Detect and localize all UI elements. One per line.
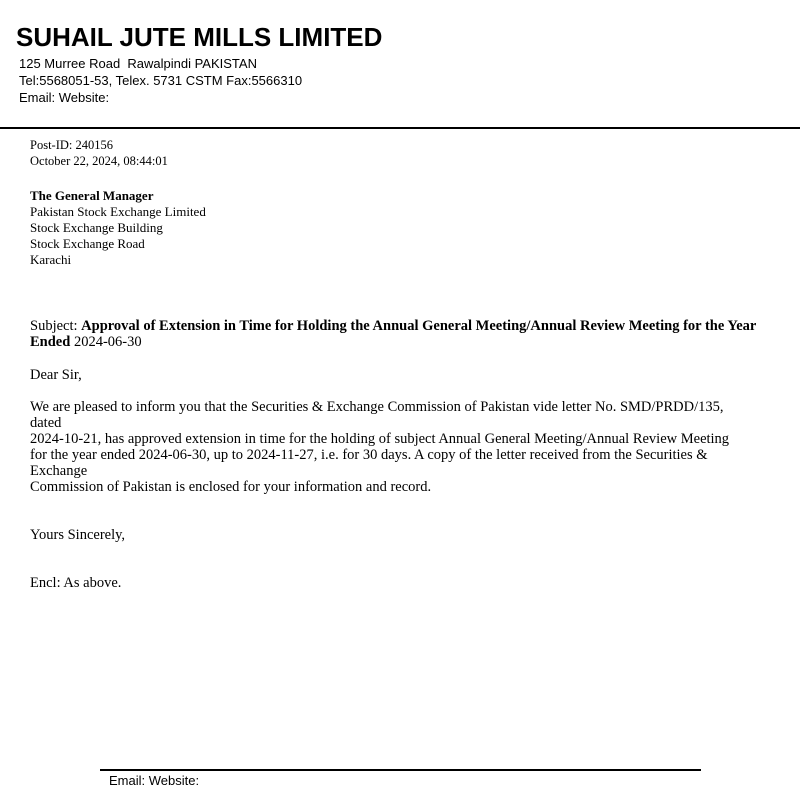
enclosure-note: Encl: As above. [30, 575, 122, 591]
company-name: SUHAIL JUTE MILLS LIMITED [16, 22, 383, 52]
recipient-title: The General Manager [30, 188, 154, 203]
recipient-line-1: Pakistan Stock Exchange Limited [30, 204, 206, 219]
post-datetime: October 22, 2024, 08:44:01 [30, 154, 168, 168]
company-email-website: Email: Website: [19, 90, 110, 105]
closing: Yours Sincerely, [30, 527, 126, 543]
body-line: Commission of Pakistan is enclosed for your information and record. [30, 479, 432, 495]
salutation: Dear Sir, [30, 367, 82, 383]
subject-date: 2024-06-30 [73, 334, 142, 350]
recipient-line-4: Karachi [30, 252, 72, 267]
body-line: Exchange [30, 463, 88, 479]
body-line: We are pleased to inform you that the Securities & Exchange Commission of Pakistan vide letter No. SMD/PRDD/135, [30, 399, 724, 415]
subject-text: Approval of Extension in Time for Holding the Annual General Meeting/Annual Review Meeting for the Year Ended [30, 318, 757, 350]
body-line: 2024-10-21, has approved extension in time for the holding of subject Annual General Meeting/Annual Review Meeting [30, 431, 730, 447]
footer-divider [100, 769, 701, 771]
footer-email-website: Email: Website: [109, 773, 200, 788]
subject-label: Subject: [30, 318, 78, 334]
body-line: dated [30, 415, 62, 431]
body-line: for the year ended 2024-06-30, up to 2024-11-27, i.e. for 30 days. A copy of the letter received from the Securities & [30, 447, 708, 463]
recipient-line-2: Stock Exchange Building [30, 220, 163, 235]
subject-line [30, 318, 775, 350]
recipient-line-3: Stock Exchange Road [30, 236, 145, 251]
post-id: Post-ID: 240156 [30, 138, 113, 152]
header-divider [0, 127, 800, 129]
company-address: 125 Murree Road Rawalpindi PAKISTAN [19, 56, 257, 71]
company-contact: Tel:5568051-53, Telex. 5731 CSTM Fax:5566310 [19, 73, 303, 88]
